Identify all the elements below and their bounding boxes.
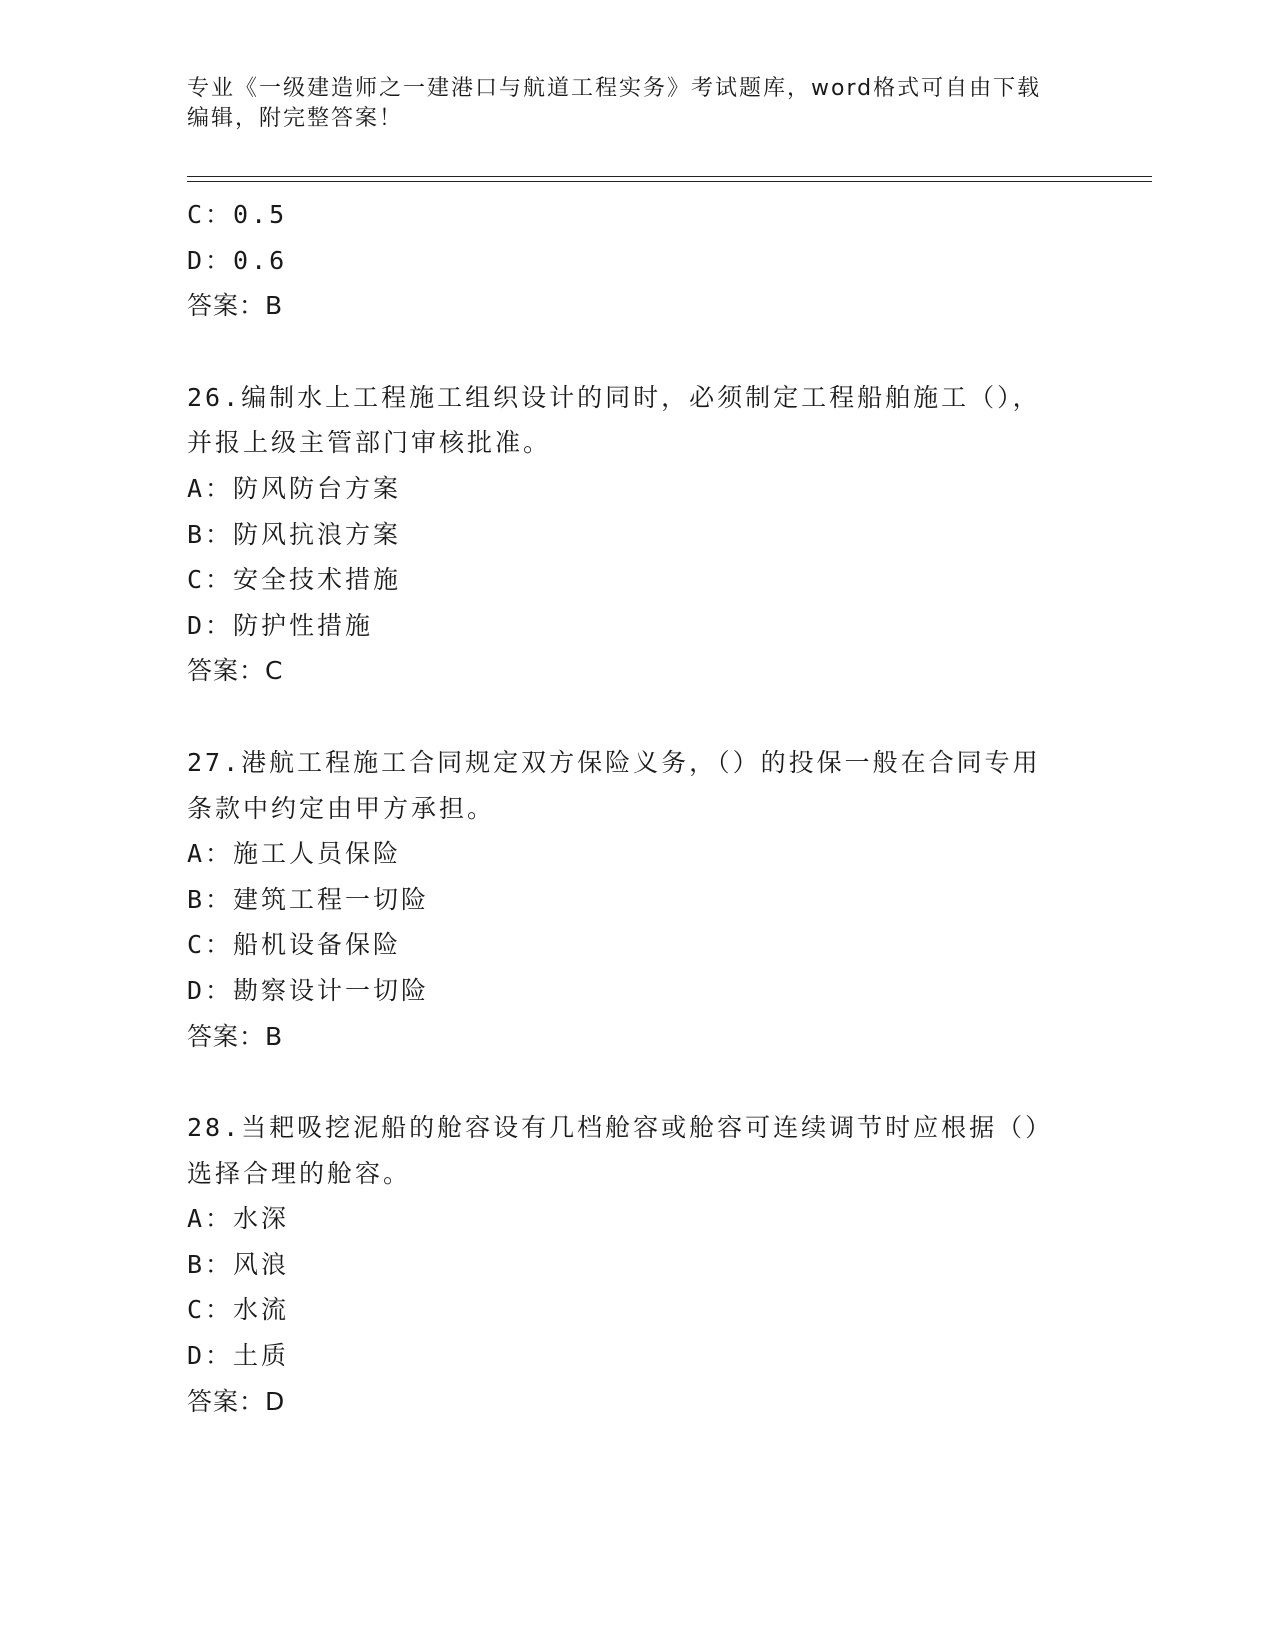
question-stem: 27.港航工程施工合同规定双方保险义务，（）的投保一般在合同专用 — [187, 747, 1041, 777]
option-d: D：勘察设计一切险 — [187, 975, 430, 1005]
spacer — [187, 1059, 1087, 1105]
question-stem: 28.当耙吸挖泥船的舱容设有几档舱容或舱容可连续调节时应根据（） — [187, 1113, 1054, 1143]
question-stem: 26.编制水上工程施工组织设计的同时，必须制定工程船舶施工（）， — [187, 382, 1041, 412]
answer: 答案：B — [187, 1021, 284, 1051]
option-c: C：船机设备保险 — [187, 930, 402, 960]
question-26 — [187, 375, 1087, 694]
option-a: A：水深 — [187, 1204, 290, 1234]
question-list — [187, 192, 1087, 1424]
answer: 答案：D — [187, 1386, 286, 1416]
question-28 — [187, 1105, 1087, 1424]
spacer — [187, 329, 1087, 375]
header-divider-top — [187, 176, 1152, 177]
answer: 答案：B — [187, 291, 284, 321]
question-stem: 选择合理的舱容。 — [187, 1158, 412, 1188]
option-b: B：防风抗浪方案 — [187, 519, 402, 549]
answer: 答案：C — [187, 656, 284, 686]
option-a: A：施工人员保险 — [187, 839, 402, 869]
option-b: B：建筑工程一切险 — [187, 884, 430, 914]
header-divider-bottom — [187, 181, 1152, 182]
option-d: D：防护性措施 — [187, 610, 374, 640]
header-line-1: 专业《一级建造师之一建港口与航道工程实务》考试题库，word格式可自由下载 — [187, 76, 1042, 101]
question-27 — [187, 740, 1087, 1059]
question-25-tail — [187, 192, 1087, 329]
option-c: C：0.5 — [187, 200, 288, 229]
question-stem: 并报上级主管部门审核批准。 — [187, 428, 552, 458]
header-line-2: 编辑，附完整答案！ — [187, 106, 404, 131]
option-d: D：土质 — [187, 1341, 290, 1371]
option-a: A：防风防台方案 — [187, 473, 402, 503]
page-header — [187, 74, 1067, 134]
option-d: D：0.6 — [187, 245, 288, 275]
option-c: C：水流 — [187, 1295, 290, 1325]
spacer — [187, 694, 1087, 740]
option-b: B：风浪 — [187, 1249, 290, 1279]
option-c: C：安全技术措施 — [187, 565, 402, 595]
question-stem: 条款中约定由甲方承担。 — [187, 793, 496, 823]
